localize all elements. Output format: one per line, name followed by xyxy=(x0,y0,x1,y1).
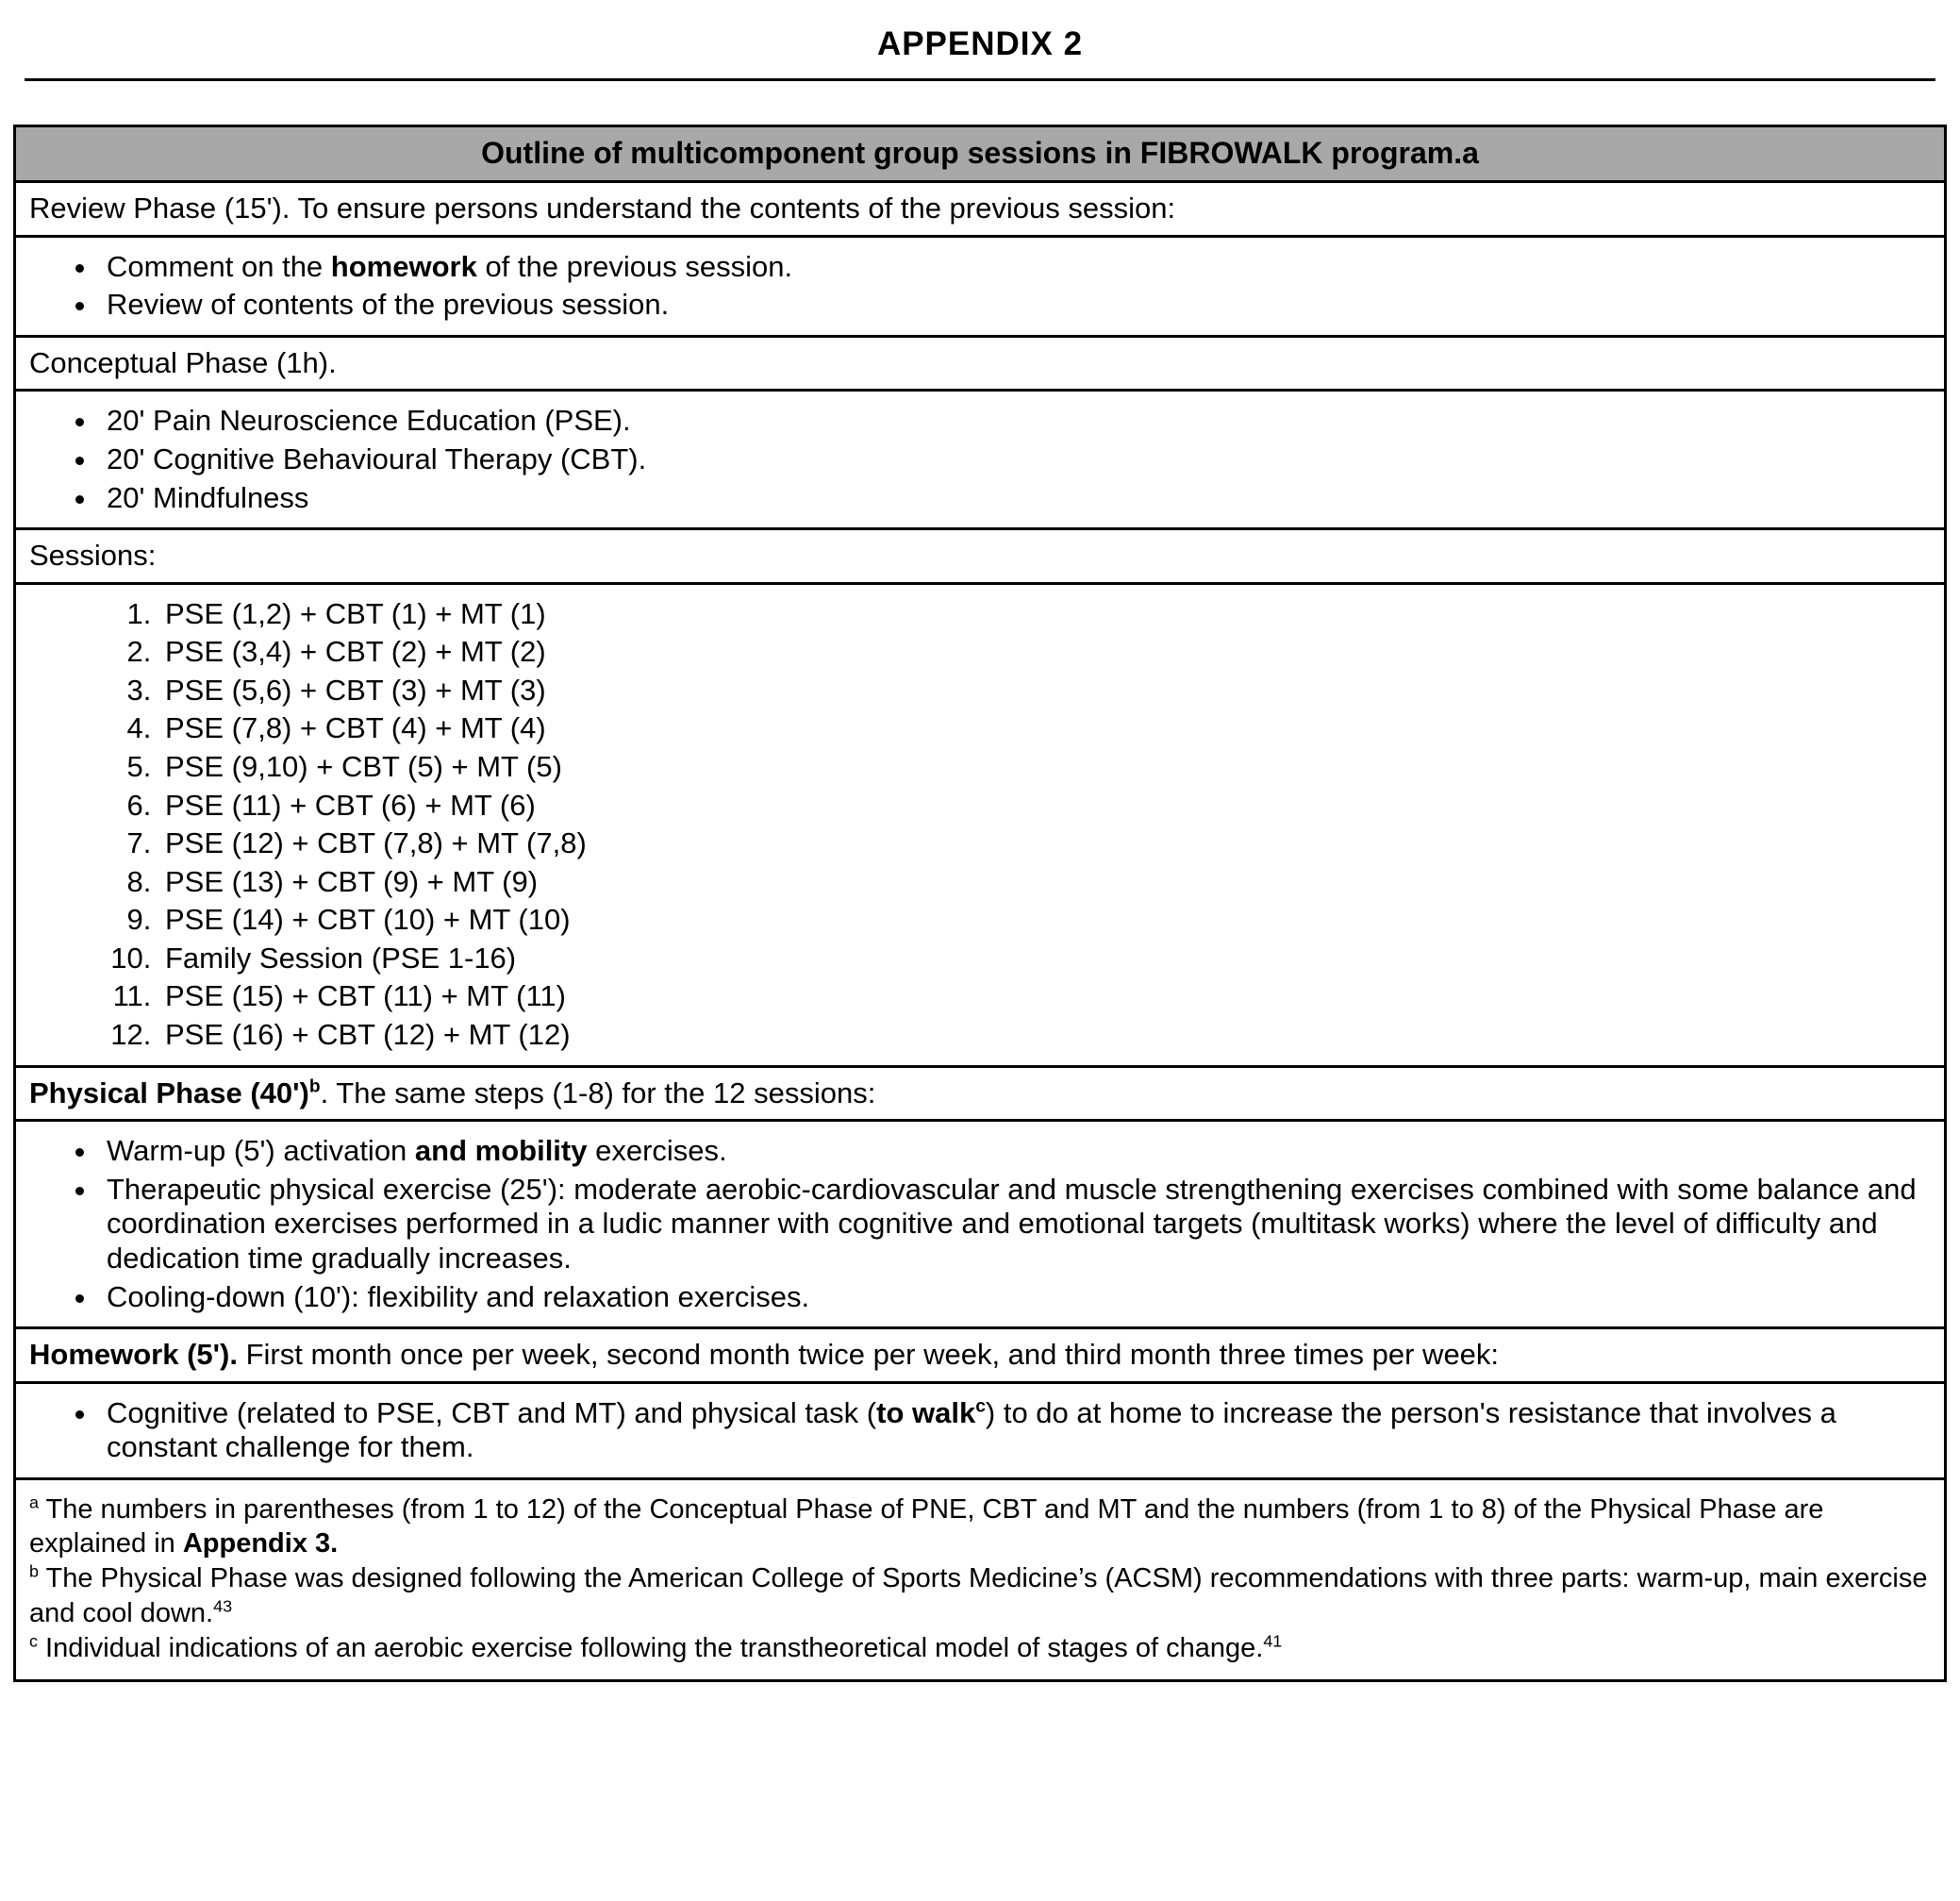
superscript: a xyxy=(29,1492,39,1512)
text-segment: Homework (5'). xyxy=(29,1338,238,1372)
bullet-list xyxy=(29,404,1931,515)
superscript: 43 xyxy=(213,1595,233,1615)
session-item: 10. Family Session (PSE 1-16) xyxy=(159,942,1931,976)
bullet-list xyxy=(29,250,1931,323)
bullet-item xyxy=(99,481,1931,516)
table-row-bullets xyxy=(16,392,1944,530)
text-segment: Comment on the xyxy=(107,249,331,283)
text-segment: Sessions: xyxy=(29,539,157,573)
bullet-item xyxy=(99,1280,1931,1315)
session-list xyxy=(29,597,1931,1053)
table-row-text xyxy=(16,338,1944,392)
text-segment: Review of contents of the previous session. xyxy=(107,288,670,322)
text-segment: of the previous session. xyxy=(476,249,793,283)
text-segment: ) to do at home to increase the person's resistance that involves a constant challenge for them. xyxy=(107,1395,1836,1464)
bullet-item xyxy=(99,404,1931,439)
table-row-bullets xyxy=(16,1122,1944,1329)
text-segment: Appendix 3. xyxy=(182,1528,339,1559)
footnote xyxy=(29,1492,1931,1561)
table-row-bullets xyxy=(16,238,1944,338)
footnote xyxy=(29,1631,1931,1665)
page-title: APPENDIX 2 xyxy=(876,25,1084,62)
text-segment: The Physical Phase was designed following the American College of Sports Medicine’s (ACSM) recommendations with three parts: warm-up, main exercise and cool down. xyxy=(29,1563,1928,1628)
table-title: Outline of multicomponent group sessions in FIBROWALK program.a xyxy=(481,136,1479,171)
text-segment: Warm-up (5') activation xyxy=(107,1134,415,1168)
text-segment: 20' Cognitive Behavioural Therapy (CBT). xyxy=(107,442,647,475)
bullet-item xyxy=(99,250,1931,285)
session-item: 4. PSE (7,8) + CBT (4) + MT (4) xyxy=(159,711,1931,746)
text-segment: Cooling-down (10'): flexibility and relaxation exercises. xyxy=(107,1279,810,1313)
text-segment: Cognitive (related to PSE, CBT and MT) and physical task ( xyxy=(107,1395,877,1429)
session-item: 8. PSE (13) + CBT (9) + MT (9) xyxy=(159,865,1931,900)
text-segment: and mobility xyxy=(414,1134,588,1168)
text-segment: First month once per week, second month twice per week, and third month three times per week: xyxy=(237,1338,1500,1372)
superscript: c xyxy=(975,1396,986,1417)
table-header xyxy=(16,127,1944,183)
text-segment: Review Phase (15'). To ensure persons understand the contents of the previous session: xyxy=(29,192,1176,225)
text-segment: Physical Phase (40') xyxy=(29,1076,309,1109)
sessions-table xyxy=(13,125,1947,1682)
superscript: c xyxy=(29,1631,38,1651)
text-segment: homework xyxy=(330,249,477,283)
superscript: b xyxy=(29,1561,39,1581)
bullet-list xyxy=(29,1134,1931,1314)
session-item: 5. PSE (9,10) + CBT (5) + MT (5) xyxy=(159,750,1931,785)
bullet-item xyxy=(99,442,1931,477)
bullet-item xyxy=(99,288,1931,323)
bullet-item xyxy=(99,1134,1931,1169)
table-row-text xyxy=(16,183,1944,238)
text-segment: . The same steps (1-8) for the 12 sessions: xyxy=(320,1076,876,1109)
table-row-bullets xyxy=(16,1384,1944,1480)
title-rule xyxy=(25,78,1935,81)
session-item: 7. PSE (12) + CBT (7,8) + MT (7,8) xyxy=(159,826,1931,861)
text-segment: Conceptual Phase (1h). xyxy=(29,345,337,379)
text-segment: Individual indications of an aerobic exercise following the transtheoretical model of stages of change. xyxy=(37,1632,1264,1663)
bullet-item xyxy=(99,1173,1931,1276)
table-row-text xyxy=(16,530,1944,585)
table-row-numbered xyxy=(16,585,1944,1068)
table-row-footnotes xyxy=(16,1480,1944,1679)
footnote xyxy=(29,1561,1931,1630)
session-item: 3. PSE (5,6) + CBT (3) + MT (3) xyxy=(159,674,1931,709)
session-item: 2. PSE (3,4) + CBT (2) + MT (2) xyxy=(159,635,1931,670)
session-item: 1. PSE (1,2) + CBT (1) + MT (1) xyxy=(159,597,1931,632)
bullet-item xyxy=(99,1396,1931,1465)
session-item: 6. PSE (11) + CBT (6) + MT (6) xyxy=(159,789,1931,824)
superscript: 41 xyxy=(1263,1631,1283,1651)
text-segment: 20' Pain Neuroscience Education (PSE). xyxy=(107,404,631,438)
table-row-text xyxy=(16,1329,1944,1384)
session-item: 11. PSE (15) + CBT (11) + MT (11) xyxy=(159,979,1931,1014)
text-segment: The numbers in parentheses (from 1 to 12) of the Conceptual Phase of PNE, CBT and MT and the numbers (from 1 to 8) of the Physical Phase are explained in xyxy=(29,1493,1824,1559)
text-segment: exercises. xyxy=(587,1134,727,1168)
text-segment: 20' Mindfulness xyxy=(107,480,309,514)
superscript: b xyxy=(308,1076,321,1097)
bullet-list xyxy=(29,1396,1931,1465)
text-segment: to walk xyxy=(876,1395,976,1429)
table-body xyxy=(16,183,1944,1679)
table-row-text xyxy=(16,1068,1944,1123)
session-item: 9. PSE (14) + CBT (10) + MT (10) xyxy=(159,903,1931,938)
session-item: 12. PSE (16) + CBT (12) + MT (12) xyxy=(159,1018,1931,1053)
text-segment: Therapeutic physical exercise (25'): moderate aerobic-cardiovascular and muscle strengthening exercises combined with some balance and coordination exercises performed in a ludic manner with cognitive and emotional targets (multitask works) where the level of difficulty and dedication time gradually increases. xyxy=(107,1172,1917,1275)
